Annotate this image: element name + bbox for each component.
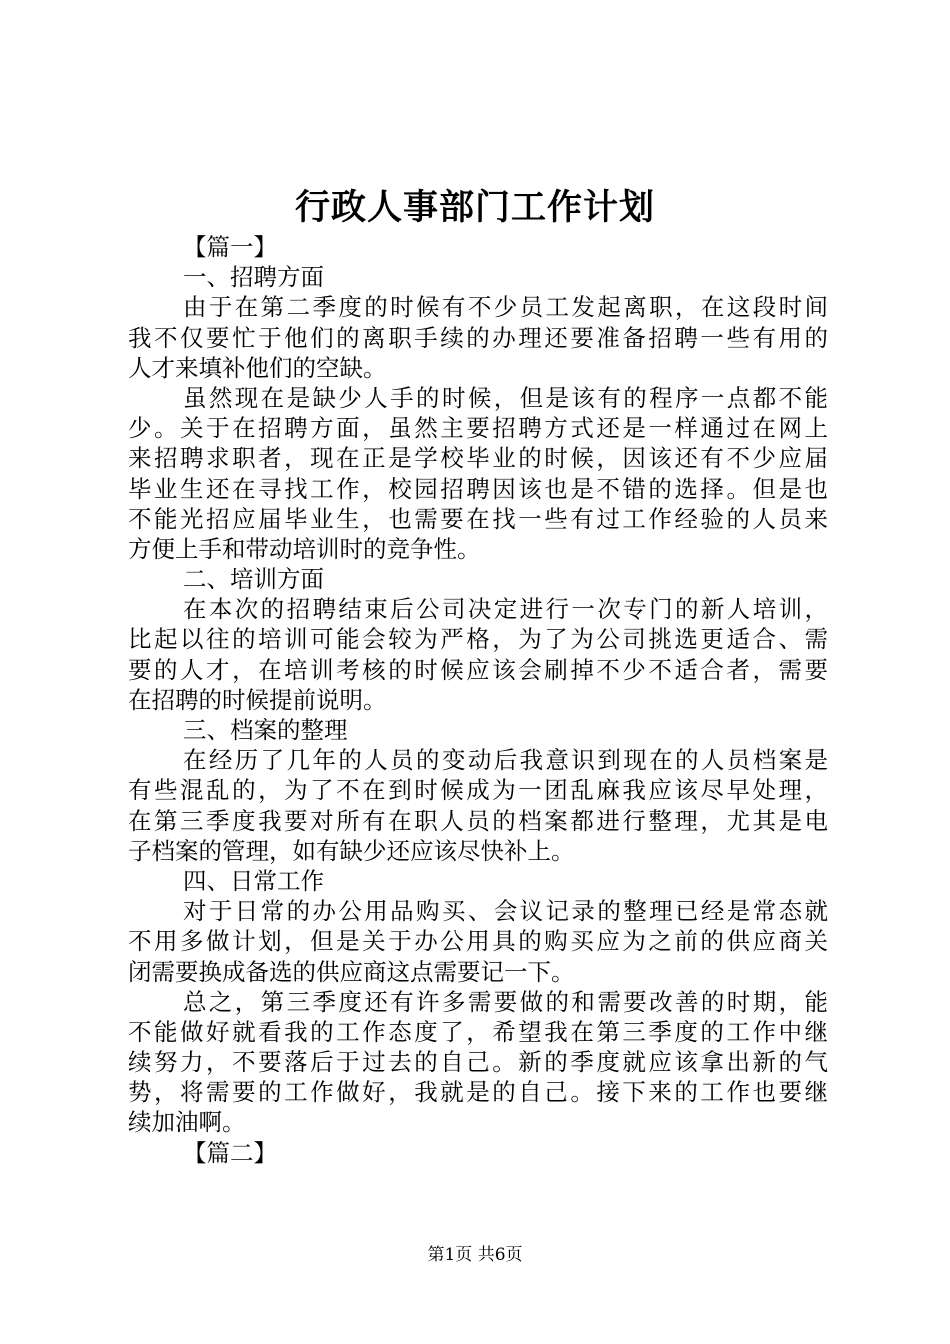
text-line: 势，将需要的工作做好，我就是的自己。接下来的工作也要继 [128,1078,828,1107]
text-line: 一、招聘方面 [183,263,324,292]
text-line: 由于在第二季度的时候有不少员工发起离职，在这段时间 [183,293,828,322]
text-line: 方便上手和带动培训时的竞争性。 [128,534,481,563]
text-line: 在招聘的时候提前说明。 [128,685,387,714]
text-line: 不用多做计划，但是关于办公用具的购买应为之前的供应商关 [128,927,828,956]
text-line: 总之，第三季度还有许多需要做的和需要改善的时期，能 [183,987,828,1016]
text-line: 子档案的管理，如有缺少还应该尽快补上。 [128,836,575,865]
text-line: 毕业生还在寻找工作，校园招聘因该也是不错的选择。但是也 [128,474,828,503]
text-line: 不能光招应届毕业生，也需要在找一些有过工作经验的人员来 [128,504,828,533]
text-line: 续努力，不要落后于过去的自己。新的季度就应该拿出新的气 [128,1048,828,1077]
text-line: 在经历了几年的人员的变动后我意识到现在的人员档案是 [183,746,828,775]
text-line: 在第三季度我要对所有在职人员的档案都进行整理，尤其是电 [128,806,828,835]
text-line: 少。关于在招聘方面，虽然主要招聘方式还是一样通过在网上 [128,414,828,443]
text-line: 我不仅要忙于他们的离职手续的办理还要准备招聘一些有用的 [128,323,828,352]
text-line: 【篇一】 [183,233,277,261]
text-line: 虽然现在是缺少人手的时候，但是该有的程序一点都不能 [183,383,828,412]
text-line: 来招聘求职者，现在正是学校毕业的时候，因该还有不少应届 [128,444,828,473]
text-line: 比起以往的培训可能会较为严格，为了为公司挑选更适合、需 [128,625,828,654]
text-line: 闭需要换成备选的供应商这点需要记一下。 [128,957,575,986]
text-line: 有些混乱的，为了不在到时候成为一团乱麻我应该尽早处理， [128,776,828,805]
text-line: 在本次的招聘结束后公司决定进行一次专门的新人培训， [183,595,828,624]
text-line: 不能做好就看我的工作态度了，希望我在第三季度的工作中继 [128,1017,828,1046]
page-footer: 第1页 共6页 [427,1245,523,1265]
text-line: 人才来填补他们的空缺。 [128,353,387,382]
text-line: 续加油啊。 [128,1108,246,1137]
text-line: 三、档案的整理 [183,716,348,744]
text-line: 要的人才，在培训考核的时候应该会刷掉不少不适合者，需要 [128,655,828,684]
text-line: 【篇二】 [183,1138,277,1167]
text-line: 二、培训方面 [183,565,324,594]
document-body [128,232,828,1168]
text-line: 对于日常的办公用品购买、会议记录的整理已经是常态就 [183,897,828,926]
document-title: 行政人事部门工作计划 [294,187,655,228]
text-line: 四、日常工作 [183,866,324,895]
